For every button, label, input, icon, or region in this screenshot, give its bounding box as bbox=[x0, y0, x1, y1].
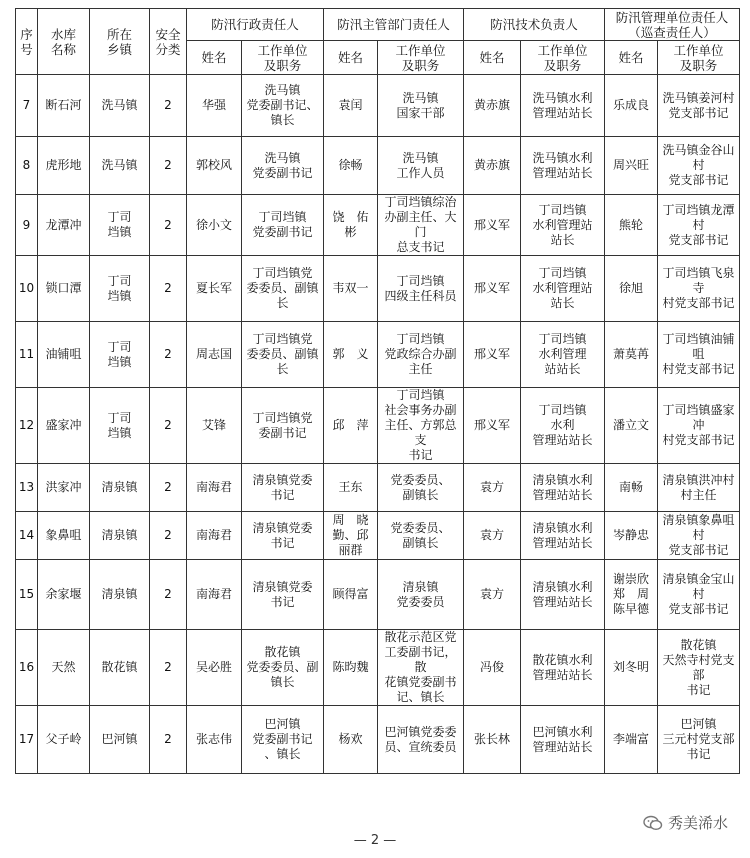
cell-tech-unit: 散花镇水利 管理站站长 bbox=[521, 630, 605, 706]
table-row bbox=[16, 75, 740, 137]
cell-mgmt-name: 谢崇欣 郑 周 陈早德 bbox=[605, 560, 658, 630]
cell-tech-name: 邢义军 bbox=[464, 388, 521, 464]
cell-dept-unit: 党委委员、 副镇长 bbox=[378, 464, 464, 512]
cell-tech-unit: 巴河镇水利 管理站站长 bbox=[521, 706, 605, 774]
cell-mgmt-unit: 清泉镇洪冲村 村主任 bbox=[658, 464, 740, 512]
table-row bbox=[16, 137, 740, 195]
cell-dept-unit: 党委委员、 副镇长 bbox=[378, 512, 464, 560]
cell-reservoir: 油铺咀 bbox=[38, 322, 90, 388]
header-admin-unit: 工作单位 及职务 bbox=[242, 41, 324, 75]
cell-tech-unit: 丁司垱镇 水利管理 站站长 bbox=[521, 322, 605, 388]
cell-safety-class: 2 bbox=[150, 322, 187, 388]
cell-admin-name: 张志伟 bbox=[187, 706, 242, 774]
cell-safety-class: 2 bbox=[150, 195, 187, 256]
cell-mgmt-name: 刘冬明 bbox=[605, 630, 658, 706]
cell-admin-unit: 丁司垱镇党 委委员、副镇 长 bbox=[242, 322, 324, 388]
cell-dept-name: 王东 bbox=[324, 464, 378, 512]
cell-town: 清泉镇 bbox=[90, 512, 150, 560]
table-row bbox=[16, 322, 740, 388]
cell-town: 清泉镇 bbox=[90, 464, 150, 512]
cell-dept-unit: 散花示范区党 工委副书记，散 花镇党委副书 记、镇长 bbox=[378, 630, 464, 706]
cell-mgmt-name: 徐旭 bbox=[605, 256, 658, 322]
cell-town: 清泉镇 bbox=[90, 560, 150, 630]
cell-admin-name: 南海君 bbox=[187, 512, 242, 560]
cell-mgmt-unit: 清泉镇象鼻咀村 党支部书记 bbox=[658, 512, 740, 560]
cell-tech-unit: 洗马镇水利 管理站站长 bbox=[521, 75, 605, 137]
cell-safety-class: 2 bbox=[150, 706, 187, 774]
cell-admin-unit: 清泉镇党委 书记 bbox=[242, 464, 324, 512]
cell-no: 14 bbox=[16, 512, 38, 560]
cell-mgmt-unit: 洗马镇金谷山村 党支部书记 bbox=[658, 137, 740, 195]
cell-dept-name: 陈昀魏 bbox=[324, 630, 378, 706]
table-row bbox=[16, 195, 740, 256]
cell-tech-name: 张长林 bbox=[464, 706, 521, 774]
cell-reservoir: 锁口潭 bbox=[38, 256, 90, 322]
cell-admin-name: 南海君 bbox=[187, 464, 242, 512]
header-safety-class: 安全 分类 bbox=[150, 9, 187, 75]
cell-town: 丁司 垱镇 bbox=[90, 256, 150, 322]
header-admin-name: 姓名 bbox=[187, 41, 242, 75]
cell-reservoir: 龙潭冲 bbox=[38, 195, 90, 256]
cell-mgmt-unit: 巴河镇 三元村党支部 书记 bbox=[658, 706, 740, 774]
watermark bbox=[643, 812, 728, 833]
cell-reservoir: 洪家冲 bbox=[38, 464, 90, 512]
cell-town: 丁司 垱镇 bbox=[90, 195, 150, 256]
cell-dept-name: 郭 义 bbox=[324, 322, 378, 388]
cell-dept-name: 袁闰 bbox=[324, 75, 378, 137]
header-town: 所在 乡镇 bbox=[90, 9, 150, 75]
cell-tech-name: 黄赤旗 bbox=[464, 75, 521, 137]
cell-tech-name: 袁方 bbox=[464, 464, 521, 512]
header-dept-unit: 工作单位 及职务 bbox=[378, 41, 464, 75]
table-row bbox=[16, 388, 740, 464]
header-mgmt-name: 姓名 bbox=[605, 41, 658, 75]
page-number: — 2 — bbox=[353, 833, 397, 848]
cell-no: 10 bbox=[16, 256, 38, 322]
cell-safety-class: 2 bbox=[150, 464, 187, 512]
header-tech-name: 姓名 bbox=[464, 41, 521, 75]
table-row bbox=[16, 560, 740, 630]
cell-mgmt-unit: 丁司垱镇龙潭村 党支部书记 bbox=[658, 195, 740, 256]
table-row bbox=[16, 464, 740, 512]
cell-reservoir: 象鼻咀 bbox=[38, 512, 90, 560]
cell-tech-name: 冯俊 bbox=[464, 630, 521, 706]
cell-tech-unit: 丁司垱镇 水利管理站 站长 bbox=[521, 256, 605, 322]
cell-safety-class: 2 bbox=[150, 560, 187, 630]
cell-tech-unit: 洗马镇水利 管理站站长 bbox=[521, 137, 605, 195]
cell-mgmt-name: 潘立文 bbox=[605, 388, 658, 464]
cell-tech-name: 黄赤旗 bbox=[464, 137, 521, 195]
header-mgmt-responsible: 防汛管理单位责任人 （巡查责任人） bbox=[605, 9, 740, 41]
cell-town: 丁司 垱镇 bbox=[90, 388, 150, 464]
cell-mgmt-unit: 丁司垱镇盛家冲 村党支部书记 bbox=[658, 388, 740, 464]
cell-admin-name: 吴必胜 bbox=[187, 630, 242, 706]
cell-safety-class: 2 bbox=[150, 75, 187, 137]
cell-dept-unit: 清泉镇 党委委员 bbox=[378, 560, 464, 630]
cell-tech-name: 邢义军 bbox=[464, 256, 521, 322]
cell-tech-unit: 丁司垱镇 水利 管理站站长 bbox=[521, 388, 605, 464]
cell-admin-name: 南海君 bbox=[187, 560, 242, 630]
cell-no: 17 bbox=[16, 706, 38, 774]
cell-tech-name: 袁方 bbox=[464, 560, 521, 630]
cell-admin-name: 夏长军 bbox=[187, 256, 242, 322]
cell-admin-name: 郭校风 bbox=[187, 137, 242, 195]
cell-town: 洗马镇 bbox=[90, 137, 150, 195]
cell-safety-class: 2 bbox=[150, 256, 187, 322]
responsibility-table bbox=[15, 8, 740, 774]
cell-dept-name: 杨欢 bbox=[324, 706, 378, 774]
table-row bbox=[16, 706, 740, 774]
cell-town: 散花镇 bbox=[90, 630, 150, 706]
cell-dept-name: 周 晓 勤、邱 丽群 bbox=[324, 512, 378, 560]
header-reservoir: 水库 名称 bbox=[38, 9, 90, 75]
watermark-text: 秀美浠水 bbox=[667, 814, 728, 832]
cell-mgmt-name: 李端富 bbox=[605, 706, 658, 774]
cell-dept-unit: 丁司垱镇 四级主任科员 bbox=[378, 256, 464, 322]
cell-mgmt-unit: 丁司垱镇飞泉寺 村党支部书记 bbox=[658, 256, 740, 322]
table-row bbox=[16, 512, 740, 560]
cell-admin-unit: 洗马镇 党委副书记 bbox=[242, 137, 324, 195]
cell-no: 12 bbox=[16, 388, 38, 464]
cell-dept-unit: 丁司垱镇 党政综合办副 主任 bbox=[378, 322, 464, 388]
cell-admin-unit: 清泉镇党委 书记 bbox=[242, 512, 324, 560]
cell-no: 7 bbox=[16, 75, 38, 137]
cell-reservoir: 断石河 bbox=[38, 75, 90, 137]
cell-dept-unit: 丁司垱镇 社会事务办副 主任、方郭总支 书记 bbox=[378, 388, 464, 464]
cell-town: 洗马镇 bbox=[90, 75, 150, 137]
header-tech-unit: 工作单位 及职务 bbox=[521, 41, 605, 75]
cell-safety-class: 2 bbox=[150, 388, 187, 464]
cell-reservoir: 父子岭 bbox=[38, 706, 90, 774]
cell-dept-unit: 丁司垱镇综治 办副主任、大门 总支书记 bbox=[378, 195, 464, 256]
header-mgmt-unit: 工作单位 及职务 bbox=[658, 41, 740, 75]
cell-admin-unit: 丁司垱镇 党委副书记 bbox=[242, 195, 324, 256]
table-row bbox=[16, 630, 740, 706]
cell-reservoir: 余家堰 bbox=[38, 560, 90, 630]
cell-reservoir: 天然 bbox=[38, 630, 90, 706]
cell-admin-unit: 丁司垱镇党 委委员、副镇 长 bbox=[242, 256, 324, 322]
wechat-icon bbox=[643, 815, 663, 831]
header-seq: 序 号 bbox=[16, 9, 38, 75]
cell-no: 9 bbox=[16, 195, 38, 256]
cell-no: 16 bbox=[16, 630, 38, 706]
cell-reservoir: 盛家冲 bbox=[38, 388, 90, 464]
cell-no: 15 bbox=[16, 560, 38, 630]
cell-mgmt-unit: 清泉镇金宝山村 党支部书记 bbox=[658, 560, 740, 630]
cell-mgmt-name: 南畅 bbox=[605, 464, 658, 512]
cell-tech-name: 邢义军 bbox=[464, 322, 521, 388]
cell-tech-unit: 清泉镇水利 管理站站长 bbox=[521, 560, 605, 630]
cell-town: 巴河镇 bbox=[90, 706, 150, 774]
table-row bbox=[16, 256, 740, 322]
cell-dept-name: 饶 佑 彬 bbox=[324, 195, 378, 256]
cell-mgmt-name: 周兴旺 bbox=[605, 137, 658, 195]
cell-admin-unit: 丁司垱镇党 委副书记 bbox=[242, 388, 324, 464]
cell-mgmt-unit: 洗马镇姜河村 党支部书记 bbox=[658, 75, 740, 137]
cell-town: 丁司 垱镇 bbox=[90, 322, 150, 388]
cell-admin-unit: 巴河镇 党委副书记 、镇长 bbox=[242, 706, 324, 774]
cell-dept-name: 顾得富 bbox=[324, 560, 378, 630]
cell-reservoir: 虎形地 bbox=[38, 137, 90, 195]
cell-tech-unit: 丁司垱镇 水利管理站 站长 bbox=[521, 195, 605, 256]
header-dept-responsible: 防汛主管部门责任人 bbox=[324, 9, 464, 41]
cell-safety-class: 2 bbox=[150, 630, 187, 706]
cell-no: 8 bbox=[16, 137, 38, 195]
cell-admin-unit: 洗马镇 党委副书记、 镇长 bbox=[242, 75, 324, 137]
cell-dept-unit: 洗马镇 工作人员 bbox=[378, 137, 464, 195]
cell-admin-name: 徐小文 bbox=[187, 195, 242, 256]
cell-no: 13 bbox=[16, 464, 38, 512]
cell-mgmt-name: 岑静忠 bbox=[605, 512, 658, 560]
cell-dept-unit: 洗马镇 国家干部 bbox=[378, 75, 464, 137]
cell-admin-name: 周志国 bbox=[187, 322, 242, 388]
header-dept-name: 姓名 bbox=[324, 41, 378, 75]
header-admin-responsible: 防汛行政责任人 bbox=[187, 9, 324, 41]
cell-tech-unit: 清泉镇水利 管理站站长 bbox=[521, 512, 605, 560]
cell-tech-unit: 清泉镇水利 管理站站长 bbox=[521, 464, 605, 512]
cell-dept-name: 徐畅 bbox=[324, 137, 378, 195]
cell-mgmt-unit: 散花镇 天然寺村党支部 书记 bbox=[658, 630, 740, 706]
cell-dept-unit: 巴河镇党委委 员、宣统委员 bbox=[378, 706, 464, 774]
cell-tech-name: 袁方 bbox=[464, 512, 521, 560]
header-tech-responsible: 防汛技术负责人 bbox=[464, 9, 605, 41]
cell-admin-name: 艾锋 bbox=[187, 388, 242, 464]
cell-mgmt-name: 乐成良 bbox=[605, 75, 658, 137]
cell-admin-unit: 清泉镇党委 书记 bbox=[242, 560, 324, 630]
cell-dept-name: 邱 萍 bbox=[324, 388, 378, 464]
cell-safety-class: 2 bbox=[150, 137, 187, 195]
cell-dept-name: 韦双一 bbox=[324, 256, 378, 322]
cell-tech-name: 邢义军 bbox=[464, 195, 521, 256]
cell-no: 11 bbox=[16, 322, 38, 388]
cell-mgmt-unit: 丁司垱镇油铺咀 村党支部书记 bbox=[658, 322, 740, 388]
cell-safety-class: 2 bbox=[150, 512, 187, 560]
cell-mgmt-name: 熊轮 bbox=[605, 195, 658, 256]
cell-admin-unit: 散花镇 党委委员、副 镇长 bbox=[242, 630, 324, 706]
cell-admin-name: 华强 bbox=[187, 75, 242, 137]
cell-mgmt-name: 萧莫苒 bbox=[605, 322, 658, 388]
